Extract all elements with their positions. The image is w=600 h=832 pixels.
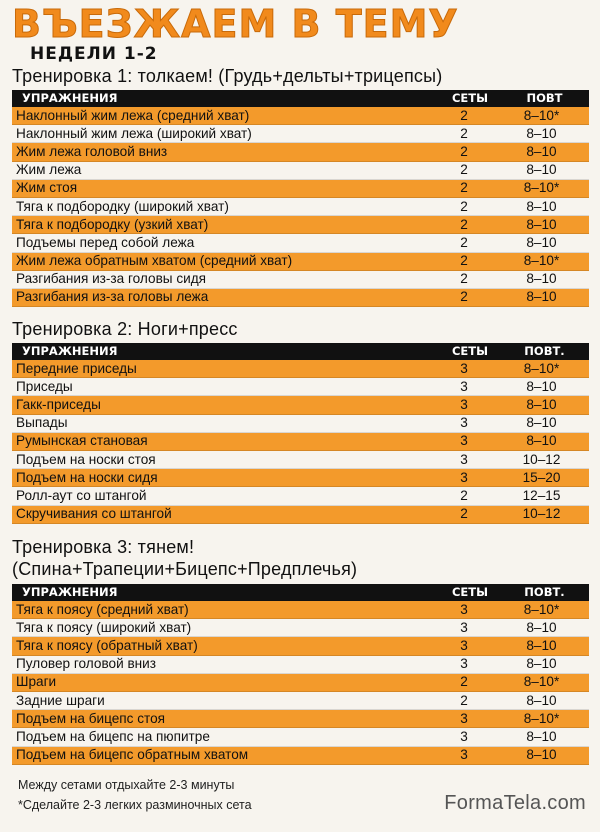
exercise-name: Подъем на бицепс стоя: [16, 710, 165, 726]
page-title: ВЪЕЗЖАЕМ В ТЕМУ: [12, 2, 459, 46]
table-row: [12, 692, 589, 710]
reps-value: 8–10: [526, 728, 557, 744]
sets-value: 3: [460, 747, 468, 763]
reps-value: 12–15: [522, 487, 561, 503]
workout-1-table: [12, 107, 589, 307]
header-sets: СЕТЫ: [451, 344, 489, 358]
workout-2-title: Тренировка 2: Ноги+пресс: [12, 319, 238, 339]
sets-value: 2: [460, 674, 468, 690]
exercise-name: Жим лежа головой вниз: [16, 143, 168, 159]
sets-value: 3: [460, 619, 468, 635]
sets-value: 3: [460, 710, 468, 726]
exercise-name: Жим лежа: [16, 162, 82, 178]
header-exercises: УПРАЖНЕНИЯ: [22, 344, 118, 358]
reps-value: 8–10*: [523, 710, 560, 726]
reps-value: 8–10: [526, 415, 557, 431]
table-header: [12, 90, 589, 107]
sets-value: 2: [460, 198, 468, 214]
sets-value: 3: [460, 469, 468, 485]
reps-value: 8–10*: [523, 674, 560, 690]
sets-value: 2: [460, 107, 468, 123]
exercise-name: Тяга к поясу (средний хват): [16, 601, 189, 617]
reps-value: 8–10: [526, 692, 557, 708]
warmup-note: *Сделайте 2-3 легких разминочных сета: [18, 798, 252, 812]
sets-value: 2: [460, 271, 468, 287]
exercise-name: Шраги: [16, 674, 57, 690]
exercise-name: Разгибания из-за головы лежа: [16, 289, 209, 305]
sets-value: 3: [460, 637, 468, 653]
table-row: [12, 234, 589, 252]
reps-value: 8–10*: [523, 253, 560, 269]
exercise-name: Подъем на носки сидя: [16, 469, 158, 485]
sets-value: 2: [460, 506, 468, 522]
table-row: [12, 469, 589, 487]
reps-value: 8–10: [526, 216, 557, 232]
reps-value: 8–10*: [523, 360, 560, 376]
table-row: [12, 747, 589, 765]
table-row: [12, 728, 589, 746]
table-row: [12, 216, 589, 234]
table-row: [12, 271, 589, 289]
exercise-name: Подъемы перед собой лежа: [16, 234, 195, 250]
reps-value: 8–10*: [523, 180, 560, 196]
sets-value: 3: [460, 415, 468, 431]
table-row: [12, 415, 589, 433]
table-row: [12, 143, 589, 161]
sets-value: 2: [460, 162, 468, 178]
workout-3-section: [12, 536, 589, 765]
reps-value: 8–10*: [523, 107, 560, 123]
sets-value: 3: [460, 451, 468, 467]
reps-value: 8–10: [526, 289, 557, 305]
reps-value: 8–10: [526, 378, 557, 394]
table-row: [12, 487, 589, 505]
exercise-name: Разгибания из-за головы сидя: [16, 271, 207, 287]
exercise-name: Наклонный жим лежа (широкий хват): [16, 125, 252, 141]
exercise-name: Пуловер головой вниз: [16, 656, 156, 672]
table-row: [12, 433, 589, 451]
exercise-name: Задние шраги: [16, 692, 105, 708]
reps-value: 8–10: [526, 234, 557, 250]
exercise-name: Скручивания со штангой: [16, 506, 172, 522]
sets-value: 3: [460, 728, 468, 744]
rest-note: Между сетами отдыхайте 2-3 минуты: [18, 778, 235, 792]
table-row: [12, 601, 589, 619]
exercise-name: Жим лежа обратным хватом (средний хват): [16, 253, 293, 269]
reps-value: 8–10: [526, 143, 557, 159]
exercise-name: Ролл-аут со штангой: [16, 487, 147, 503]
sets-value: 3: [460, 601, 468, 617]
reps-value: 8–10: [526, 619, 557, 635]
table-row: [12, 710, 589, 728]
reps-value: 10–12: [522, 506, 561, 522]
exercise-name: Гакк-приседы: [16, 396, 101, 412]
table-header: [12, 584, 589, 601]
table-row: [12, 107, 589, 125]
header-exercises: УПРАЖНЕНИЯ: [22, 91, 118, 105]
sets-value: 3: [460, 360, 468, 376]
sets-value: 2: [460, 253, 468, 269]
sets-value: 2: [460, 216, 468, 232]
exercise-name: Румынская становая: [16, 433, 148, 449]
table-row: [12, 198, 589, 216]
sets-value: 3: [460, 433, 468, 449]
workout-3-title-line2: (Спина+Трапеции+Бицепс+Предплечья): [12, 559, 358, 579]
reps-value: 8–10: [526, 656, 557, 672]
workout-2-section: [12, 318, 589, 524]
exercise-name: Подъем на бицепс на пюпитре: [16, 728, 210, 744]
exercise-name: Тяга к поясу (широкий хват): [16, 619, 192, 635]
reps-value: 8–10: [526, 396, 557, 412]
reps-value: 8–10: [526, 637, 557, 653]
reps-value: 8–10: [526, 198, 557, 214]
header-exercises: УПРАЖНЕНИЯ: [22, 585, 118, 599]
exercise-name: Жим стоя: [16, 180, 78, 196]
table-row: [12, 360, 589, 378]
table-row: [12, 674, 589, 692]
table-header: [12, 343, 589, 360]
weeks-subtitle: НЕДЕЛИ 1-2: [30, 44, 158, 64]
workout-3-title-line1: Тренировка 3: тянем!: [12, 537, 195, 557]
sets-value: 3: [460, 378, 468, 394]
exercise-name: Тяга к подбородку (узкий хват): [16, 216, 209, 232]
table-row: [12, 451, 589, 469]
exercise-name: Подъем на носки стоя: [16, 451, 156, 467]
sets-value: 2: [460, 289, 468, 305]
table-row: [12, 656, 589, 674]
table-row: [12, 253, 589, 271]
table-row: [12, 396, 589, 414]
table-row: [12, 506, 589, 524]
exercise-name: Передние приседы: [16, 360, 137, 376]
sets-value: 3: [460, 656, 468, 672]
sets-value: 2: [460, 487, 468, 503]
reps-value: 8–10*: [523, 601, 560, 617]
header-reps: ПОВТ.: [524, 344, 565, 358]
table-row: [12, 125, 589, 143]
reps-value: 10–12: [522, 451, 561, 467]
workout-3-table: [12, 601, 589, 765]
header-reps: ПОВТ.: [524, 585, 565, 599]
sets-value: 2: [460, 143, 468, 159]
header-reps: ПОВТ: [526, 91, 563, 105]
reps-value: 8–10: [526, 162, 557, 178]
header-sets: СЕТЫ: [451, 91, 489, 105]
table-row: [12, 162, 589, 180]
exercise-name: Подъем на бицепс обратным хватом: [16, 747, 249, 763]
sets-value: 2: [460, 692, 468, 708]
table-row: [12, 378, 589, 396]
table-row: [12, 619, 589, 637]
reps-value: 8–10: [526, 271, 557, 287]
exercise-name: Наклонный жим лежа (средний хват): [16, 107, 250, 123]
table-row: [12, 637, 589, 655]
exercise-name: Тяга к подбородку (широкий хват): [16, 198, 229, 214]
sets-value: 2: [460, 234, 468, 250]
sets-value: 3: [460, 396, 468, 412]
table-row: [12, 289, 589, 307]
reps-value: 8–10: [526, 125, 557, 141]
sets-value: 2: [460, 180, 468, 196]
exercise-name: Выпады: [16, 415, 68, 431]
exercise-name: Тяга к поясу (обратный хват): [16, 637, 198, 653]
workout-1-section: [12, 65, 589, 307]
table-row: [12, 180, 589, 198]
watermark-logo: FormaTela.com: [444, 792, 586, 814]
reps-value: 8–10: [526, 747, 557, 763]
workout-2-table: [12, 360, 589, 524]
reps-value: 15–20: [522, 469, 561, 485]
header-sets: СЕТЫ: [451, 585, 489, 599]
reps-value: 8–10: [526, 433, 557, 449]
exercise-name: Приседы: [16, 378, 73, 394]
workout-1-title: Тренировка 1: толкаем! (Грудь+дельты+трицепсы): [12, 66, 443, 86]
sets-value: 2: [460, 125, 468, 141]
